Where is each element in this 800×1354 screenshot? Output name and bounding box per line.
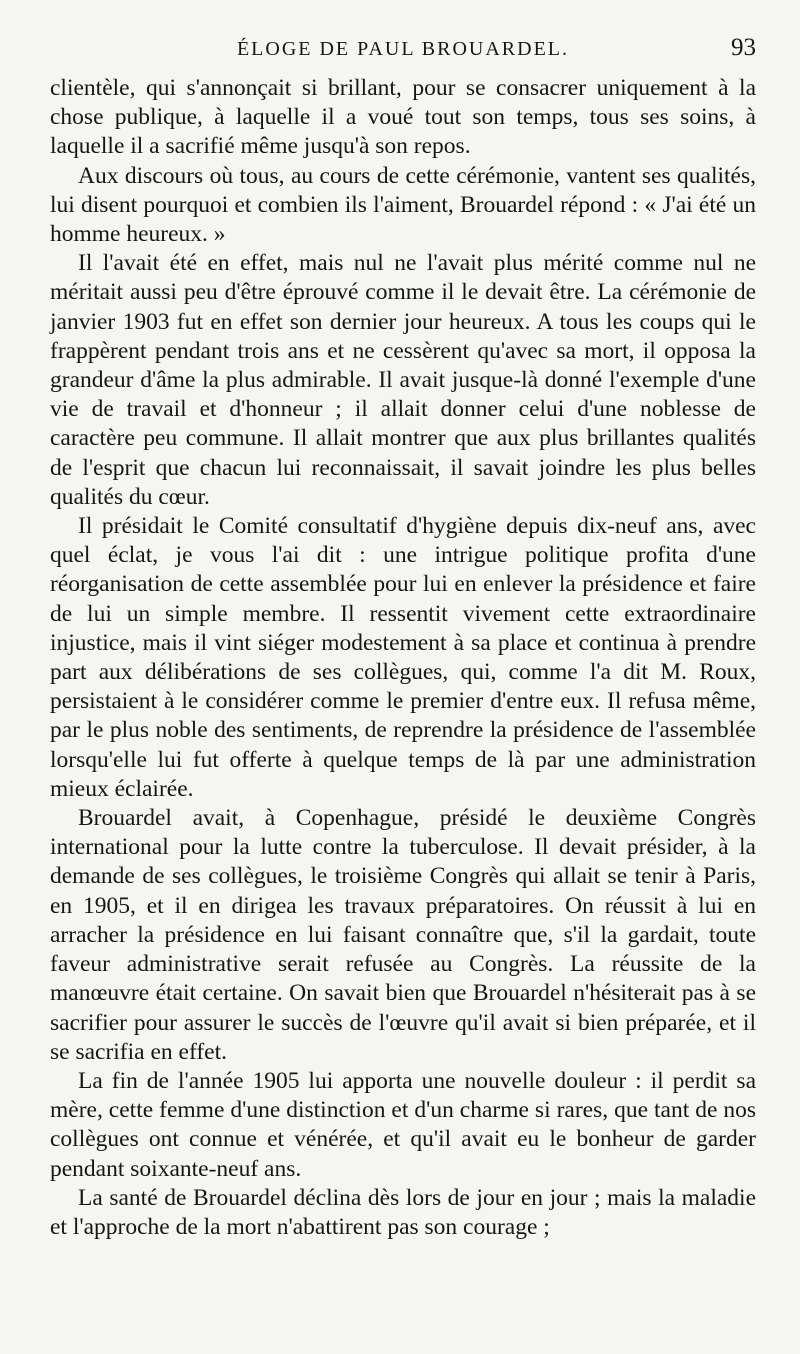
running-title: ÉLOGE DE PAUL BROUARDEL.	[236, 38, 570, 60]
paragraph-1: clientèle, qui s'annonçait si brillant, pour se consacrer uniquement à la chose publique, à laquelle il a voué tout son temps, tous ses soins, à laquelle il a sacrifié même jusqu'à son repos.	[50, 75, 756, 160]
paragraph-4: Il présidait le Comité consultatif d'hygiène depuis dix-neuf ans, avec quel éclat, je vous l'ai dit : une intrigue politique profita d'une réorganisation de cette assemblée pour lui en enlever la présidence et faire de lui un simple membre. Il ressentit vivement cette extraordinaire injustice, mais il vint siéger modestement à sa place et continua à prendre part aux délibérations de ses collègues, qui, comme l'a dit M. Roux, persistaient à le considérer comme le premier d'entre eux. Il refusa même, par le plus noble des sentiments, de reprendre la présidence de l'assemblée lorsqu'elle lui fut offerte à quelque temps de là par une administration mieux éclairée.	[50, 513, 756, 802]
paragraph-6: La fin de l'année 1905 lui apporta une nouvelle douleur : il perdit sa mère, cette femme d'une distinction et d'un charme si rares, que tant de nos collègues ont connue et vénérée, et qu'il avait eu le bonheur de garder pendant soixante-neuf ans.	[50, 1067, 756, 1182]
paragraph-7: La santé de Brouardel déclina dès lors de jour en jour ; mais la maladie et l'approche de la mort n'abattirent pas son courage ;	[50, 1184, 756, 1240]
page-number: 93	[731, 34, 756, 61]
paragraph-2: Aux discours où tous, au cours de cette cérémonie, vantent ses qualités, lui disent pourquoi et combien ils l'aiment, Brouardel répond : « J'ai été un homme heureux. »	[50, 162, 756, 248]
paragraph-5: Brouardel avait, à Copenhague, présidé le deuxième Congrès international pour la lutte contre la tuberculose. Il devait présider, à la demande de ses collègues, le troisième Congrès qui allait se tenir à Paris, en 1905, et il en dirigea les travaux préparatoires. On réussit à lui en arracher la présidence en lui faisant connaître que, s'il la gardait, toute faveur administrative serait refusée au Congrès. La réussite de la manœuvre était certaine. On savait bien que Brouardel n'hésiterait pas à se sacrifier pour assurer le succès de l'œuvre qu'il avait si bien préparée, et il se sacrifia en effet.	[50, 805, 756, 1065]
paragraph-3: Il l'avait été en effet, mais nul ne l'avait plus mérité comme nul ne méritait aussi peu d'être éprouvé comme il le devait être. La cérémonie de janvier 1903 fut en effet son dernier jour heureux. A tous les coups qui le frappèrent pendant trois ans et ne cessèrent qu'avec sa mort, il opposa la grandeur d'âme la plus admirable. Il avait jusque-là donné l'exemple d'une vie de travail et d'honneur ; il allait donner celui d'une noblesse de caractère peu commune. Il allait montrer que aux plus brillantes qualités de l'esprit que chacun lui reconnaissait, il savait joindre les plus belles qualités du cœur.	[50, 250, 756, 510]
body-text	[50, 74, 756, 1242]
running-header	[50, 34, 756, 68]
